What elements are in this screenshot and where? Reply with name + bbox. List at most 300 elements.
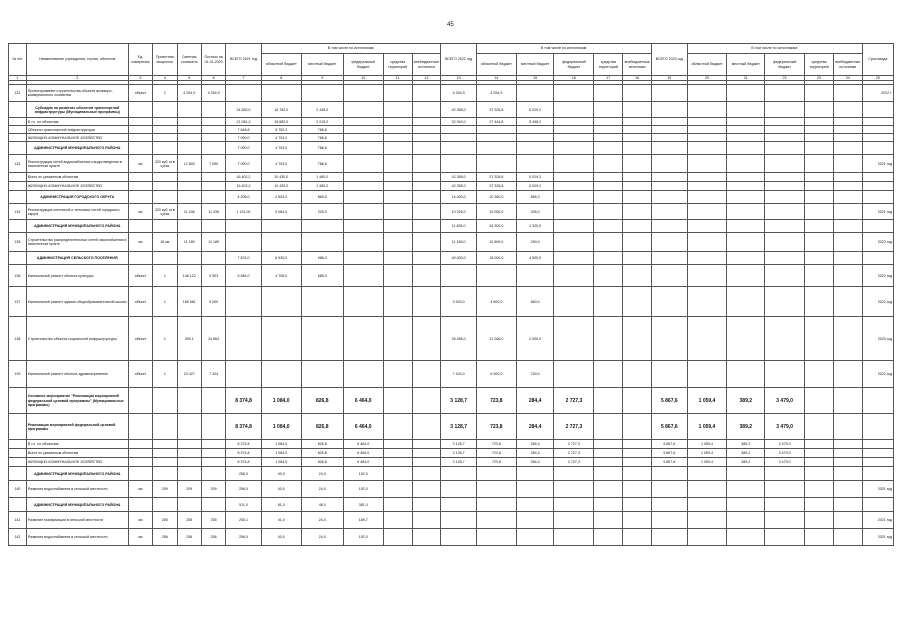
row-value <box>623 512 652 529</box>
row-value <box>554 220 594 233</box>
row-unit <box>128 134 152 142</box>
header-src-federal: федеральный бюджет <box>554 54 594 76</box>
row-cost <box>177 414 201 440</box>
row-value <box>343 287 383 317</box>
row-value: 10 899,0 <box>476 233 516 252</box>
row-value: 4 708,0 <box>261 265 301 287</box>
row-value <box>476 481 516 498</box>
row-cost: 146 122 <box>177 265 201 287</box>
row-name: Развитие водоснабжения в сельской местности <box>26 529 128 546</box>
row-value <box>594 458 623 467</box>
row-value: 40,0 <box>261 529 301 546</box>
row-capacity: 1 <box>153 361 177 388</box>
header-group-2023: В том числе по источникам: <box>687 44 862 54</box>
row-value <box>805 85 834 102</box>
row-value <box>727 481 765 498</box>
row-value <box>594 512 623 529</box>
row-value: 37 328,8 <box>476 102 516 118</box>
row-value <box>554 85 594 102</box>
row-value <box>441 265 476 287</box>
row-value: 389,2 <box>727 388 765 414</box>
row-number <box>9 126 27 134</box>
row-value: 4 254,9 <box>441 85 476 102</box>
row-remaining <box>201 126 225 134</box>
row-value <box>652 182 687 191</box>
row-cost <box>177 220 201 233</box>
row-value <box>652 118 687 126</box>
row-value <box>412 173 441 182</box>
row-cost <box>177 191 201 204</box>
row-value <box>412 512 441 529</box>
row-value <box>383 467 412 481</box>
row-value <box>383 204 412 220</box>
row-value <box>765 498 805 512</box>
header-src-territorial: средства территорий <box>805 54 834 76</box>
row-number <box>9 449 27 458</box>
row-value: 2 654,0 <box>261 191 301 204</box>
column-number: 10 <box>343 76 383 81</box>
row-value <box>226 361 261 388</box>
row-value <box>833 204 862 220</box>
row-value <box>383 361 412 388</box>
row-value <box>652 155 687 173</box>
row-value <box>765 467 805 481</box>
row-cost <box>177 118 201 126</box>
row-remaining: 4 254,9 <box>201 85 225 102</box>
row-value: 40,0 <box>261 467 301 481</box>
row-value <box>594 361 623 388</box>
row-value <box>652 191 687 204</box>
row-value <box>687 182 727 191</box>
row-value: 1 084,0 <box>261 449 301 458</box>
row-value <box>623 220 652 233</box>
row-deadline <box>862 134 893 142</box>
row-value <box>594 440 623 449</box>
row-value <box>383 85 412 102</box>
row-value: 284,4 <box>516 449 554 458</box>
row-capacity: 18 км <box>153 233 177 252</box>
row-unit <box>128 220 152 233</box>
row-value: 1 084,0 <box>261 414 301 440</box>
row-value: 40,0 <box>261 481 301 498</box>
row-value <box>623 388 652 414</box>
row-value: 10 326,0 <box>441 204 476 220</box>
row-value: 15 682,0 <box>261 118 301 126</box>
row-value <box>343 155 383 173</box>
row-remaining: 209 <box>201 481 225 498</box>
row-value <box>623 481 652 498</box>
row-capacity: 1 <box>153 85 177 102</box>
column-number: 21 <box>727 76 765 81</box>
column-number: 5 <box>177 76 201 81</box>
row-value <box>727 126 765 134</box>
row-value: 6 464,0 <box>343 458 383 467</box>
row-remaining: 11 189 <box>201 233 225 252</box>
row-value <box>554 498 594 512</box>
row-name: АДМИНИСТРАЦИЯ МУНИЦИПАЛЬНОГО РАЙОНА <box>26 142 128 155</box>
row-value: 26 456,0 <box>441 317 476 361</box>
row-value <box>594 118 623 126</box>
column-number: 20 <box>687 76 727 81</box>
row-remaining <box>201 252 225 265</box>
row-name: Основное мероприятие "Реализация мероприятий федеральной целевой программы" (Муниципальные программы) <box>26 388 128 414</box>
row-value <box>623 458 652 467</box>
row-deadline <box>862 126 893 134</box>
row-value <box>727 204 765 220</box>
row-value <box>554 204 594 220</box>
row-value: 3 479,0 <box>765 449 805 458</box>
row-value <box>383 191 412 204</box>
row-value: 284,4 <box>516 388 554 414</box>
row-cost: 255 <box>177 512 201 529</box>
table-row <box>9 173 894 182</box>
row-value <box>727 173 765 182</box>
row-value <box>301 233 343 252</box>
row-value <box>412 287 441 317</box>
row-value: 21 081,2 <box>226 118 261 126</box>
row-value: 5 752,2 <box>261 126 301 134</box>
row-value <box>687 220 727 233</box>
row-unit: км <box>128 512 152 529</box>
table-row <box>9 529 894 546</box>
row-value <box>516 134 554 142</box>
row-value <box>343 265 383 287</box>
row-value <box>805 361 834 388</box>
row-value <box>301 361 343 388</box>
row-value: 5 867,6 <box>652 458 687 467</box>
row-value <box>805 388 834 414</box>
row-value <box>652 252 687 265</box>
row-cost: 256 <box>177 529 201 546</box>
row-deadline <box>862 440 893 449</box>
row-deadline <box>862 173 893 182</box>
row-value <box>765 529 805 546</box>
row-value: 4 208,0 <box>226 191 261 204</box>
row-value <box>805 233 834 252</box>
row-name: Объекты транспортной инфраструктуры <box>26 126 128 134</box>
row-unit: объект <box>128 265 152 287</box>
row-value: 11 189,0 <box>441 233 476 252</box>
row-value: 6 464,0 <box>343 449 383 458</box>
row-value: 8 374,8 <box>226 449 261 458</box>
row-number: 133 <box>9 155 27 173</box>
row-value <box>833 287 862 317</box>
row-value: 2 005,0 <box>516 317 554 361</box>
header-remaining: Остаток на 01.01.2020 <box>201 44 225 76</box>
row-value <box>623 85 652 102</box>
row-value <box>687 142 727 155</box>
row-unit <box>128 102 152 118</box>
row-value <box>687 512 727 529</box>
row-value: 511,0 <box>226 498 261 512</box>
table-row <box>9 191 894 204</box>
table-row <box>9 414 894 440</box>
column-number: 4 <box>153 76 177 81</box>
row-capacity <box>153 134 177 142</box>
row-value: 9 084,0 <box>261 204 301 220</box>
row-value <box>623 498 652 512</box>
row-value <box>383 126 412 134</box>
row-value <box>516 265 554 287</box>
row-remaining <box>201 467 225 481</box>
row-cost: 11 189 <box>177 233 201 252</box>
row-value <box>412 361 441 388</box>
row-value <box>805 142 834 155</box>
row-value: 14 400,0 <box>441 191 476 204</box>
row-value: 4 000,0 <box>516 252 554 265</box>
row-unit <box>128 142 152 155</box>
row-value: 786,6 <box>301 126 343 134</box>
row-value <box>805 449 834 458</box>
row-value <box>805 287 834 317</box>
row-value: 1 059,4 <box>687 440 727 449</box>
row-unit: км <box>128 481 152 498</box>
row-value <box>383 265 412 287</box>
column-number: 14 <box>476 76 516 81</box>
row-value <box>652 317 687 361</box>
row-capacity <box>153 252 177 265</box>
row-value <box>623 361 652 388</box>
row-value <box>652 467 687 481</box>
row-capacity <box>153 102 177 118</box>
row-value <box>412 449 441 458</box>
row-value <box>383 233 412 252</box>
row-number <box>9 388 27 414</box>
column-number: 25 <box>862 76 893 81</box>
row-capacity <box>153 449 177 458</box>
header-src-territorial: средства территорий <box>383 54 412 76</box>
row-value <box>805 220 834 233</box>
row-value: 5 029,2 <box>516 102 554 118</box>
row-value <box>727 118 765 126</box>
row-capacity: 256 <box>153 529 177 546</box>
row-name: Всего по указанным объектам <box>26 449 128 458</box>
column-number: 22 <box>765 76 805 81</box>
row-value <box>765 233 805 252</box>
table-row <box>9 220 894 233</box>
row-value <box>652 220 687 233</box>
row-value <box>623 191 652 204</box>
row-value <box>623 529 652 546</box>
column-number: 17 <box>594 76 623 81</box>
row-value <box>652 512 687 529</box>
row-value: 1 480,0 <box>301 173 343 182</box>
row-value: 24,0 <box>301 481 343 498</box>
row-value <box>412 440 441 449</box>
row-value <box>412 265 441 287</box>
table-row <box>9 134 894 142</box>
row-value <box>412 529 441 546</box>
row-name: Строительство распределительных сетей газоснабжения в населенном пункте <box>26 233 128 252</box>
row-value: 5 867,6 <box>652 414 687 440</box>
row-value <box>833 155 862 173</box>
column-number: 3 <box>128 76 152 81</box>
row-capacity <box>153 414 177 440</box>
row-value <box>623 440 652 449</box>
row-value <box>727 191 765 204</box>
row-remaining <box>201 440 225 449</box>
row-value <box>554 265 594 287</box>
header-group-2022: В том числе по источникам: <box>476 44 651 54</box>
row-value: 5 984,0 <box>226 265 261 287</box>
row-value <box>765 191 805 204</box>
row-value <box>687 134 727 142</box>
row-deadline <box>862 458 893 467</box>
column-number: 7 <box>226 76 261 81</box>
row-value <box>412 204 441 220</box>
header-cost: Сметная стоимость <box>177 44 201 76</box>
row-cost: 11 436 <box>177 204 201 220</box>
row-value: 5 867,6 <box>652 388 687 414</box>
header-total-2023: ВСЕГО 2023 год <box>652 44 687 76</box>
row-deadline: 2021 год <box>862 481 893 498</box>
row-value: 7 648,8 <box>226 126 261 134</box>
row-name: АДМИНИСТРАЦИЯ СЕЛЬСКОГО ПОСЕЛЕНИЯ <box>26 252 128 265</box>
row-value <box>833 512 862 529</box>
header-capacity: Проектная мощность <box>153 44 177 76</box>
row-value: 8 374,8 <box>226 458 261 467</box>
row-value <box>516 126 554 134</box>
row-value <box>441 529 476 546</box>
row-value: 42 358,0 <box>441 182 476 191</box>
row-value <box>441 134 476 142</box>
row-remaining: 11 436 <box>201 204 225 220</box>
header-src-local: местный бюджет <box>516 54 554 76</box>
row-value: 6 464,0 <box>343 440 383 449</box>
row-value <box>554 233 594 252</box>
row-deadline <box>862 102 893 118</box>
row-value: 8 374,8 <box>226 440 261 449</box>
row-value <box>261 317 301 361</box>
header-src-extra: внебюджетные источники <box>623 54 652 76</box>
row-value <box>554 317 594 361</box>
row-value <box>594 233 623 252</box>
row-remaining: 7 424 <box>201 361 225 388</box>
row-value <box>554 191 594 204</box>
header-deadline: Срок ввода <box>862 44 893 76</box>
header-src-federal: федеральный бюджет <box>765 54 805 76</box>
column-number: 1 <box>9 76 27 81</box>
row-value: 8 374,8 <box>226 388 261 414</box>
column-number: 23 <box>805 76 834 81</box>
row-value: 389,2 <box>727 440 765 449</box>
table-row <box>9 182 894 191</box>
row-value <box>343 233 383 252</box>
row-value: 1 084,0 <box>261 458 301 467</box>
row-cost <box>177 440 201 449</box>
row-value <box>594 388 623 414</box>
row-number <box>9 467 27 481</box>
row-value: 6 630,0 <box>261 252 301 265</box>
column-number: 15 <box>516 76 554 81</box>
row-value <box>833 388 862 414</box>
row-cost <box>177 134 201 142</box>
table-row <box>9 440 894 449</box>
table-row <box>9 512 894 529</box>
row-value <box>343 102 383 118</box>
row-value <box>594 414 623 440</box>
header-total-2022: ВСЕГО 2022 год <box>441 44 476 76</box>
row-name: Капитальный ремонт здания общеобразовательной школы <box>26 287 128 317</box>
row-value <box>805 414 834 440</box>
row-value <box>833 191 862 204</box>
row-value: 7 874,0 <box>226 252 261 265</box>
row-value <box>383 173 412 182</box>
row-value: 3 128,7 <box>441 440 476 449</box>
row-value <box>261 220 301 233</box>
row-value <box>833 142 862 155</box>
row-value: 8 374,8 <box>226 414 261 440</box>
row-value <box>652 498 687 512</box>
header-src-extra: внебюджетные источники <box>412 54 441 76</box>
row-value <box>623 102 652 118</box>
row-value: 192,0 <box>343 529 383 546</box>
row-deadline: 2021 год <box>862 529 893 546</box>
row-value <box>805 102 834 118</box>
row-remaining <box>201 134 225 142</box>
row-value <box>833 134 862 142</box>
row-value <box>476 142 516 155</box>
row-value: 2 727,3 <box>554 458 594 467</box>
row-cost <box>177 252 201 265</box>
row-value <box>727 498 765 512</box>
row-deadline: 2023 год <box>862 317 893 361</box>
row-value <box>594 134 623 142</box>
row-value <box>594 252 623 265</box>
table-row <box>9 361 894 388</box>
row-value <box>383 220 412 233</box>
row-value <box>516 529 554 546</box>
row-value: 3 128,7 <box>441 449 476 458</box>
row-value <box>594 155 623 173</box>
row-value: 189,7 <box>343 512 383 529</box>
row-value <box>301 220 343 233</box>
row-value <box>594 287 623 317</box>
row-name: Реконструкция котельной и тепловых сетей городского округа <box>26 204 128 220</box>
row-value <box>412 134 441 142</box>
row-value <box>833 118 862 126</box>
row-value: 660,0 <box>516 287 554 317</box>
row-value: 255,1 <box>226 512 261 529</box>
row-unit <box>128 388 152 414</box>
row-value <box>594 220 623 233</box>
row-unit <box>128 414 152 440</box>
row-value <box>623 317 652 361</box>
row-value <box>687 481 727 498</box>
row-remaining: 255 <box>201 512 225 529</box>
row-value: 81,0 <box>261 498 301 512</box>
row-number: 132 <box>9 85 27 102</box>
header-src-regional: областной бюджет <box>687 54 727 76</box>
row-value <box>516 142 554 155</box>
row-value <box>226 317 261 361</box>
header-src-territorial: средства территорий <box>594 54 623 76</box>
row-unit <box>128 118 152 126</box>
row-value <box>727 317 765 361</box>
row-value <box>833 85 862 102</box>
row-number <box>9 118 27 126</box>
row-value <box>343 173 383 182</box>
column-number: 13 <box>441 76 476 81</box>
row-value <box>687 126 727 134</box>
column-number: 12 <box>412 76 441 81</box>
row-deadline: 2021 год <box>862 512 893 529</box>
row-value: 6 000,0 <box>476 361 516 388</box>
row-value: 4 703,0 <box>261 142 301 155</box>
row-cost <box>177 498 201 512</box>
row-value <box>687 529 727 546</box>
row-deadline <box>862 388 893 414</box>
